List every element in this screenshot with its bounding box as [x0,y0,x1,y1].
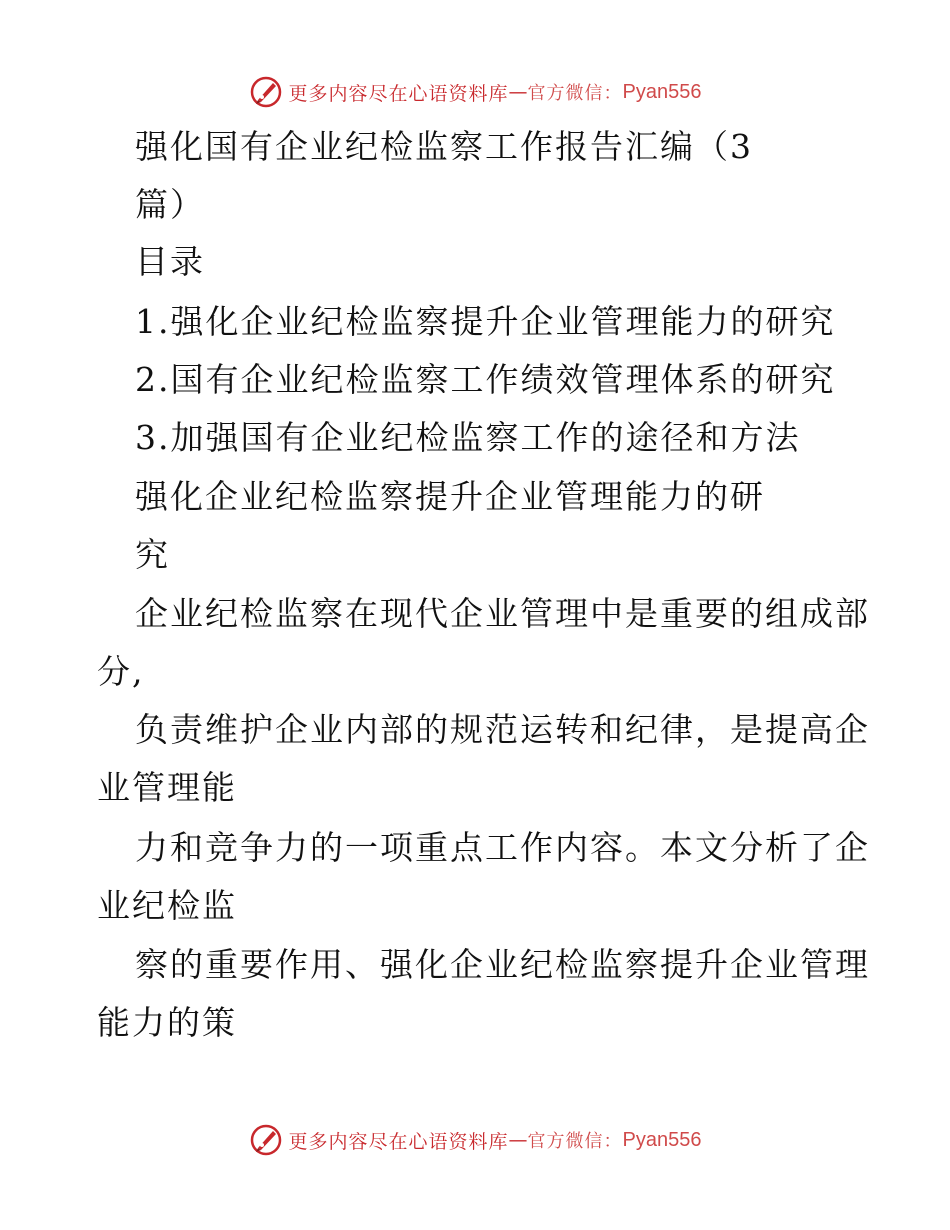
document-title-line-2: 篇） [135,185,205,224]
section-title-line-1: 强化企业纪检监察提升企业管理能力的研 [135,477,765,516]
footer-watermark [0,1120,950,1160]
body-line: 业管理能 [97,768,237,807]
section-title-line-2: 究 [135,535,170,574]
body-line: 业纪检监 [97,886,237,925]
toc-item: 3.加强国有企业纪检监察工作的途径和方法 [135,418,801,457]
toc-heading: 目录 [135,242,205,281]
document-title-line-1: 强化国有企业纪检监察工作报告汇编（3 [135,127,753,166]
toc-item: 2.国有企业纪检监察工作绩效管理体系的研究 [135,360,836,399]
watermark-wechat-label: 官方微信： [527,1131,623,1152]
body-line: 企业纪检监察在现代企业管理中是重要的组成部 [135,594,870,633]
watermark-brand: 更多内容尽在心语资料库 [288,82,509,105]
body-line: 察的重要作用、强化企业纪检监察提升企业管理 [135,945,870,984]
quill-logo-icon [249,1123,283,1157]
header-watermark [0,72,950,112]
watermark-separator: — [508,81,528,103]
body-line: 力和竞争力的一项重点工作内容。本文分析了企 [135,828,870,867]
watermark-brand: 更多内容尽在心语资料库 [288,1130,509,1153]
watermark-wechat-id: Pyan556 [622,80,702,103]
quill-logo-icon [249,75,283,109]
body-line: 负责维护企业内部的规范运转和纪律，是提高企 [135,710,870,749]
body-line: 分, [97,652,145,691]
toc-item: 1.强化企业纪检监察提升企业管理能力的研究 [135,302,836,341]
body-line: 能力的策 [97,1003,237,1042]
watermark-separator: — [508,1129,528,1151]
watermark-wechat-id: Pyan556 [622,1128,702,1151]
watermark-wechat-label: 官方微信： [527,83,623,104]
